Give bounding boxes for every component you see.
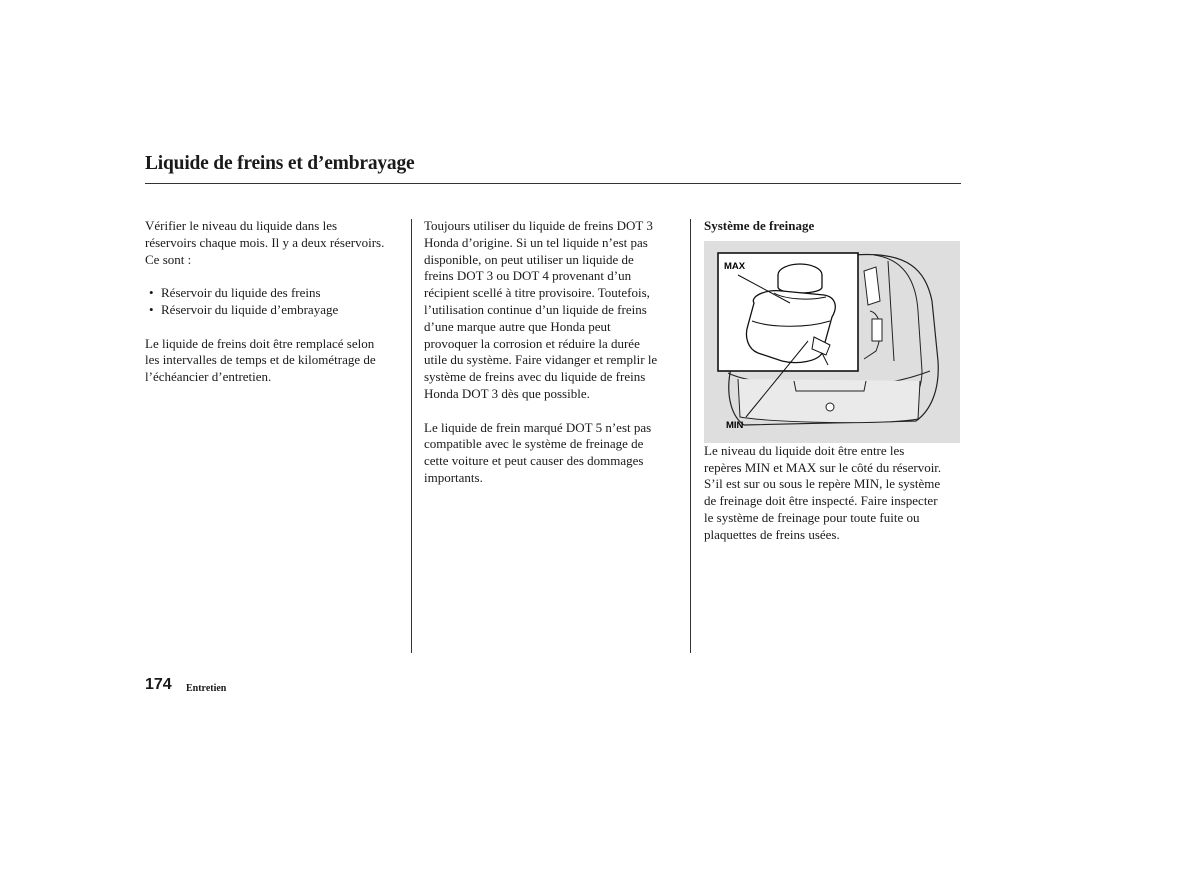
page-title: Liquide de freins et d’embrayage <box>145 153 415 174</box>
section-heading: Système de freinage <box>704 218 815 233</box>
list-item: • Réservoir du liquide d’embrayage <box>149 301 339 317</box>
list-item: • Réservoir du liquide des freins <box>149 285 321 301</box>
column-divider-2 <box>690 219 691 653</box>
bullet-icon: • <box>149 285 154 301</box>
column-1 <box>145 218 407 386</box>
column-divider-1 <box>411 219 412 653</box>
col3-level-paragraph: Le niveau du liquide doit être entre les repères MIN et MAX sur le côté du réservoir. S’il est sur ou sous le repère MIN, le système de freinage doit être inspecté. Faire inspecter le système de freinage pour toute fuite ou plaquettes de freins usées. <box>704 442 942 542</box>
title-rule <box>145 183 961 184</box>
brake-reservoir-figure <box>704 241 960 443</box>
min-label: MIN <box>726 419 744 431</box>
col2-dot3-paragraph: Toujours utiliser du liquide de freins DOT 3 Honda d’origine. Si un tel liquide n’est pas disponible, on peut utiliser un liquide de freins DOT 3 ou DOT 4 provenant d’un récipient scellé à titre provisoire. Toutefois, l’utilisation continue d’un liquide de freins d’une marque autre que Honda peut provoquer la corrosion et réduire la durée utile du système. Faire vidanger et remplir le système de freins avec du liquide de freins Honda DOT 3 dès que possible. <box>424 218 658 401</box>
bullet-icon: • <box>149 301 154 317</box>
col2-dot5-warning: Le liquide de frein marqué DOT 5 n’est pas compatible avec le système de freinage de cette voiture et peut causer des dommages importants. <box>424 419 652 485</box>
column-2 <box>424 218 686 487</box>
max-label: MAX <box>724 260 746 272</box>
col1-intro: Vérifier le niveau du liquide dans les réservoirs chaque mois. Il y a deux réservoirs. Ce sont : <box>145 218 385 267</box>
column-3 <box>704 218 962 544</box>
page-number: 174 <box>145 676 172 693</box>
reservoir-list <box>145 285 407 319</box>
section-name: Entretien <box>186 683 227 694</box>
col1-replacement-note: Le liquide de freins doit être remplacé selon les intervalles de temps et de kilométrage de l’échéancier d’entretien. <box>145 335 376 385</box>
